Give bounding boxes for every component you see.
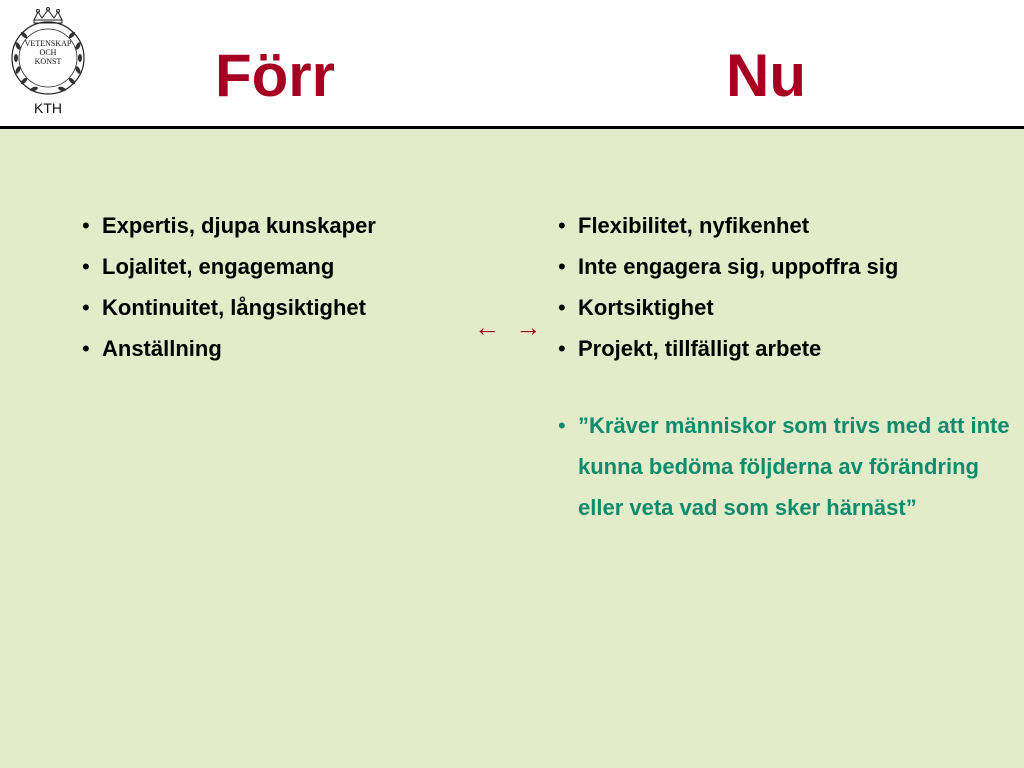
bullet: • <box>82 254 90 279</box>
list-item <box>82 205 502 246</box>
list-item-text: Anställning <box>102 336 222 361</box>
title-now: Nu <box>726 42 806 109</box>
bidirectional-arrow-icon: ← → <box>474 312 546 342</box>
past-list <box>82 205 502 369</box>
list-item <box>82 246 502 287</box>
title-past: Förr <box>215 42 335 109</box>
kth-logo <box>4 6 92 118</box>
bullet: • <box>82 336 90 361</box>
list-item-text: Flexibilitet, nyfikenhet <box>578 213 810 238</box>
list-item-text: Projekt, tillfälligt arbete <box>578 336 822 361</box>
slide-header <box>0 0 1024 127</box>
list-item-text: Inte engagera sig, uppoffra sig <box>578 254 899 279</box>
list-item-text: Expertis, djupa kunskaper <box>102 213 376 238</box>
list-item <box>558 205 1018 246</box>
bullet: • <box>82 295 90 320</box>
list-item <box>558 246 1018 287</box>
logo-motto <box>4 39 92 66</box>
list-item <box>558 328 1018 369</box>
list-item <box>82 328 502 369</box>
logo-name: KTH <box>34 100 62 116</box>
list-item <box>558 287 1018 328</box>
list-item <box>82 287 502 328</box>
bullet: • <box>558 254 566 279</box>
quote-text: ”Kräver människor som trivs med att inte kunna bedöma följderna av förändring eller veta vad som sker härnäst” <box>578 413 1010 520</box>
quote-bullet <box>558 405 1018 528</box>
logo-motto-line: KONST <box>34 57 62 66</box>
bullet: • <box>558 336 566 361</box>
bullet: • <box>558 295 566 320</box>
logo-motto-line: VETENSKAP <box>24 39 72 48</box>
bullet: • <box>82 213 90 238</box>
logo-motto-line: OCH <box>39 48 57 57</box>
bullet: • <box>558 413 566 438</box>
now-list <box>558 205 1018 369</box>
bullet: • <box>558 213 566 238</box>
list-item-text: Kortsiktighet <box>578 295 714 320</box>
list-item-text: Lojalitet, engagemang <box>102 254 335 279</box>
list-item-text: Kontinuitet, långsiktighet <box>102 295 366 320</box>
